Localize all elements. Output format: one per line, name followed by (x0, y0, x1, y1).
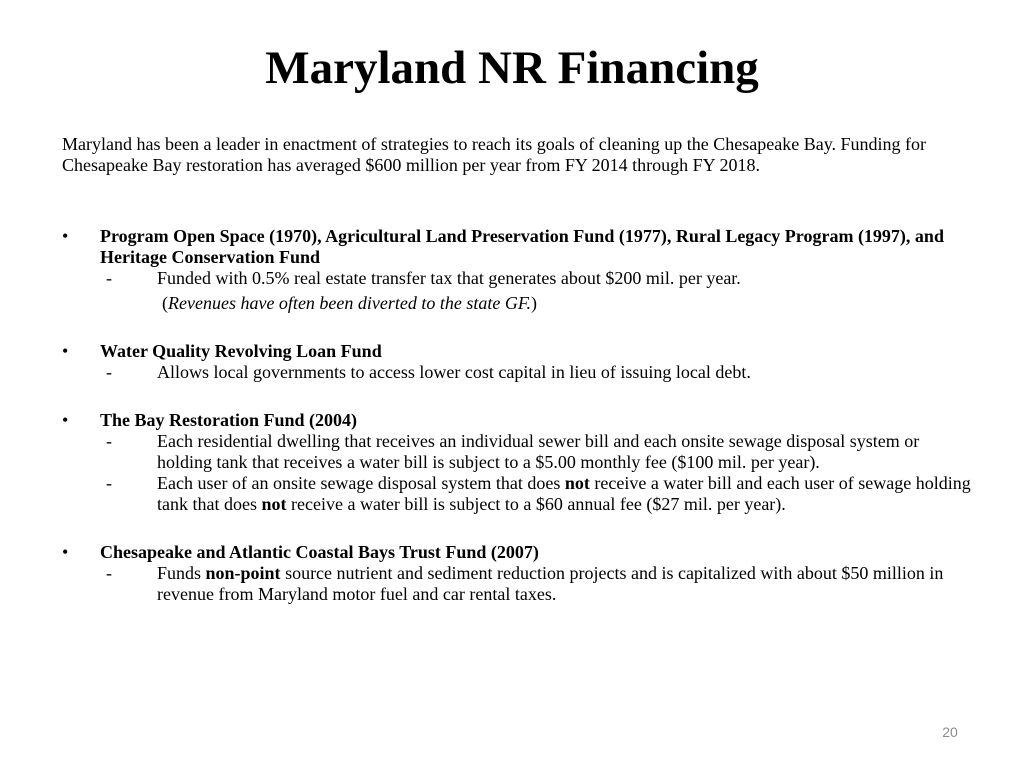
list-item (62, 542, 972, 605)
dash-icon: - (106, 268, 112, 288)
sub-item-text: Funds non-point source nutrient and sediment reduction projects and is capitalized with about $50 million in revenue from Maryland motor fuel and car rental taxes. (157, 563, 944, 604)
section-heading: Water Quality Revolving Loan Fund (100, 341, 382, 361)
page-number: 20 (942, 724, 958, 740)
dash-icon: - (106, 362, 112, 382)
emphasis: not (261, 494, 287, 514)
note: (Revenues have often been diverted to the state GF.) (162, 293, 538, 313)
section-heading: Chesapeake and Atlantic Coastal Bays Trust Fund (2007) (100, 542, 539, 562)
section-heading: The Bay Restoration Fund (2004) (100, 410, 358, 430)
funding-list (62, 226, 972, 623)
list-item (62, 410, 972, 515)
dash-icon: - (106, 563, 112, 583)
dash-icon: - (106, 431, 112, 451)
bullet-row (62, 341, 972, 362)
section-heading: Program Open Space (1970), Agricultural Land Preservation Fund (1977), Rural Legacy Program (1997), and Heritage Conservation Fund (100, 226, 944, 267)
intro-paragraph: Maryland has been a leader in enactment of strategies to reach its goals of cleaning up the Chesapeake Bay. Funding for Chesapeake Bay restoration has averaged $600 million per year from FY 2014 through FY 2018. (62, 134, 927, 175)
note-text: Revenues have often been diverted to the state GF. (168, 293, 532, 313)
sub-item (62, 268, 972, 289)
bullet-icon: • (62, 226, 69, 246)
list-item (62, 226, 972, 314)
bullet-icon: • (62, 542, 69, 562)
sub-item-text: Each user of an onsite sewage disposal system that does not receive a water bill and each user of sewage holding tank that does not receive a water bill is subject to a $60 annual fee ($27 mil. per year). (157, 473, 971, 514)
bullet-icon: • (62, 341, 69, 361)
sub-item-text: Funded with 0.5% real estate transfer tax that generates about $200 mil. per year. (157, 268, 741, 288)
sub-item-text: Allows local governments to access lower cost capital in lieu of issuing local debt. (157, 362, 751, 382)
dash-icon: - (106, 473, 112, 493)
bullet-row (62, 226, 972, 268)
bullet-row (62, 542, 972, 563)
bullet-icon: • (62, 410, 69, 430)
slide-title: Maryland NR Financing (265, 42, 759, 94)
sub-item (62, 431, 972, 473)
bullet-row (62, 410, 972, 431)
sub-item (62, 563, 972, 605)
emphasis: non-point (205, 563, 281, 583)
list-item (62, 341, 972, 383)
emphasis: not (564, 473, 590, 493)
sub-item (62, 362, 972, 383)
sub-item-text: Each residential dwelling that receives an individual sewer bill and each onsite sewage disposal system or holding tank that receives a water bill is subject to a $5.00 monthly fee ($100 mil. per year). (157, 431, 920, 472)
sub-item (62, 473, 972, 515)
